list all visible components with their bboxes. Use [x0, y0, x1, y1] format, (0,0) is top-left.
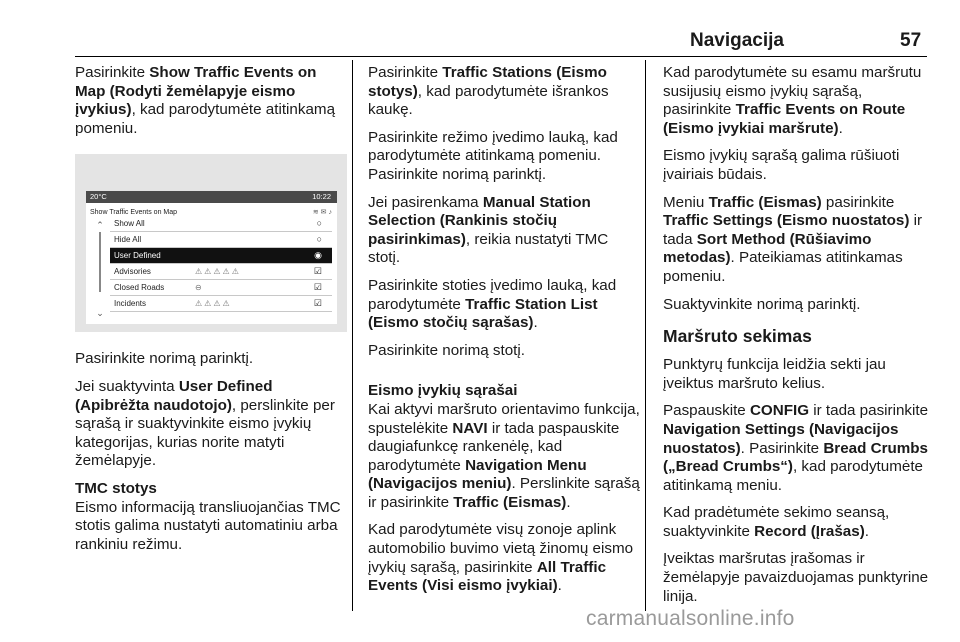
checkbox-icon: ☑	[313, 298, 322, 309]
paragraph: Pasirinkite norimą stotį.	[368, 341, 525, 359]
list-item: Incidents ⚠⚠⚠⚠ ☑	[110, 296, 332, 312]
display-menu-title: Show Traffic Events on Map	[90, 209, 178, 217]
clock-readout: 10:22	[312, 192, 331, 202]
temperature-readout: 20°C	[90, 192, 107, 202]
menu-term: Traffic Events on Route (Eismo įvykiai maršrute)	[663, 101, 906, 137]
paragraph: Eismo įvykių sąrašą galima rūšiuoti įvairiais būdais.	[663, 147, 900, 183]
option-list	[110, 216, 332, 312]
paragraph: Suaktyvinkite norimą parinktį.	[663, 295, 861, 313]
section-heading: Maršruto sekimas	[663, 326, 812, 347]
menu-term: Record (Įrašas)	[754, 522, 865, 540]
menu-term: Navigation Menu (Navigacijos meniu)	[368, 456, 587, 493]
display-status-bar	[86, 191, 337, 203]
radio-selected-icon: ◉	[314, 250, 322, 261]
category-icons: ⊖	[195, 283, 204, 293]
paragraph: Pasirinkite režimo įvedimo lauką, kad parodytumėte atitinkamą pomeniu. Pasirinkite norimą parinktį.	[368, 128, 618, 183]
page-section-title: Navigacija	[690, 30, 784, 51]
menu-term: User Defined (Apibrėžta naudotojo)	[75, 377, 273, 414]
menu-term: Show Traffic Events on Map (Rodyti žemėlapyje eismo įvykius)	[75, 64, 317, 119]
status-icons: ≋ ✉ ♪	[312, 209, 332, 217]
column-3	[663, 64, 929, 615]
menu-term: Sort Method (Rūšiavimo metodas)	[663, 230, 872, 267]
menu-term: Traffic (Eismas)	[453, 493, 567, 511]
paragraph: Kad pradėtumėte sekimo seansą, suaktyvinkite Record (Įrašas).	[663, 504, 890, 540]
paragraph: Kad parodytumėte visų zonoje aplink automobilio buvimo vietą žinomų eismo įvykių sąrašą, pasirinkite All Traffic Events (Visi eismo įvykiai).	[368, 521, 634, 595]
paragraph: Kai aktyvi maršruto orientavimo funkcija, spustelėkite NAVI ir tada paspauskite daugiafunkcę rankenėlę, kad parodytumėte Navigation Menu (Navigacijos meniu). Perslinkite sąrašą ir pasirinkite Traffic (Eismas).	[368, 400, 640, 511]
paragraph: Punktyrų funkcija leidžia sekti jau įveiktus maršruto kelius.	[663, 356, 886, 392]
scroll-indicator	[94, 216, 106, 320]
menu-term: All Traffic Events (Visi eismo įvykiai)	[368, 558, 607, 595]
paragraph: Meniu Traffic (Eismas) pasirinkite Traffic Settings (Eismo nuostatos) ir tada Sort Method (Rūšiavimo metodas). Pateikiamas atitinkamas pomeniu.	[663, 193, 923, 285]
paragraph: Pasirinkite Show Traffic Events on Map (Rodyti žemėlapyje eismo įvykius), kad parodytumėte atitinkamą pomeniu.	[75, 64, 336, 137]
category-icons: ⚠⚠⚠⚠	[195, 299, 232, 309]
subheading: Eismo įvykių sąrašai	[368, 382, 518, 400]
radio-icon: ○	[316, 218, 322, 229]
column-1	[75, 64, 347, 563]
infotainment-display	[86, 191, 337, 324]
list-item: Hide All ○	[110, 232, 332, 248]
header-divider	[75, 56, 927, 57]
list-item: Show All ○	[110, 216, 332, 232]
menu-term: Traffic Stations (Eismo stotys)	[368, 64, 607, 100]
paragraph: Įveiktas maršrutas įrašomas ir žemėlapyje pavaizduojamas punktyrine linija.	[663, 550, 929, 605]
menu-term: Manual Station Selection (Rankinis stočių pasirinkimas)	[368, 193, 591, 248]
chevron-down-icon: ⌄	[96, 308, 104, 319]
paragraph: Eismo informaciją transliuojančias TMC stotis galima nustatyti automatiniu arba rankiniu režimu.	[75, 498, 341, 553]
radio-icon: ○	[316, 234, 322, 245]
column-divider-1	[352, 60, 353, 611]
menu-term: Bread Crumbs („Bread Crumbs“)	[663, 439, 928, 476]
paragraph: Jei pasirenkama Manual Station Selection (Rankinis stočių pasirinkimas), reikia nustatyti TMC stotį.	[368, 193, 609, 267]
subheading: TMC stotys	[75, 479, 157, 497]
category-icons: ⚠⚠⚠⚠⚠	[195, 267, 241, 277]
paragraph: Pasirinkite norimą parinktį.	[75, 350, 254, 368]
screenshot-figure	[75, 154, 347, 332]
menu-term: Traffic Station List (Eismo stočių sąrašas)	[368, 295, 598, 332]
button-term: NAVI	[452, 419, 488, 437]
list-item-selected: User Defined ◉	[110, 248, 332, 264]
paragraph: Pasirinkite Traffic Stations (Eismo stotys), kad parodytumėte išrankos kaukę.	[368, 64, 609, 119]
button-term: CONFIG	[749, 402, 810, 420]
watermark: carmanualsonline.info	[586, 607, 795, 630]
checkbox-icon: ☑	[313, 266, 322, 277]
menu-term: Traffic Settings (Eismo nuostatos)	[663, 212, 910, 230]
chevron-up-icon: ⌃	[96, 220, 104, 231]
column-2	[368, 64, 640, 605]
paragraph: Paspauskite CONFIG ir tada pasirinkite Navigation Settings (Navigacijos nuostatos). Pasirinkite Bread Crumbs („Bread Crumbs“), kad parodytumėte atitinkamą meniu.	[663, 402, 929, 494]
menu-term: Traffic (Eismas)	[708, 193, 822, 211]
checkbox-icon: ☑	[313, 282, 322, 293]
scrollbar	[99, 232, 101, 292]
paragraph: Pasirinkite stoties įvedimo lauką, kad parodytumėte Traffic Station List (Eismo stočių sąrašas).	[368, 276, 617, 332]
paragraph: Jei suaktyvinta User Defined (Apibrėžta naudotojo), perslinkite per sąrašą ir suaktyvinkite eismo įvykių kategorijas, kurias norite matyti žemėlapyje.	[75, 377, 335, 470]
paragraph: Kad parodytumėte su esamu maršrutu susijusių eismo įvykių sąrašą, pasirinkite Traffic Events on Route (Eismo įvykiai maršrute).	[663, 64, 922, 137]
menu-term: Navigation Settings (Navigacijos nuostatos)	[663, 420, 899, 457]
list-item: Closed Roads ⊖ ☑	[110, 280, 332, 296]
column-divider-2	[645, 60, 646, 611]
page-number: 57	[900, 30, 922, 51]
list-item: Advisories ⚠⚠⚠⚠⚠ ☑	[110, 264, 332, 280]
